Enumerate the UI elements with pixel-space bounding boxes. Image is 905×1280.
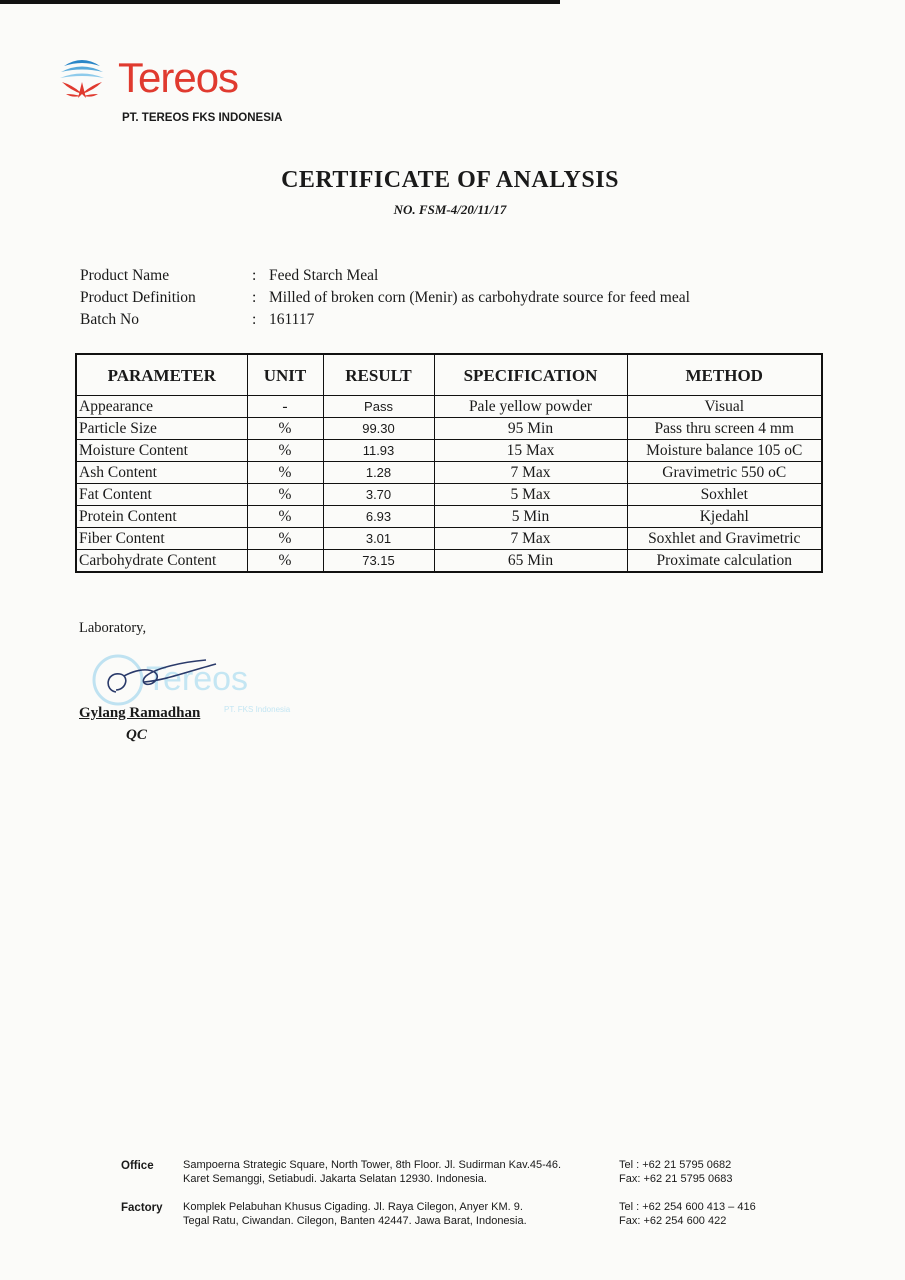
footer-office-tel: Tel : +62 21 5795 0682 [619,1159,732,1171]
table-row [76,528,822,550]
info-separator: : [252,267,257,284]
info-separator: : [252,289,257,306]
tereos-logo-icon [56,52,108,104]
info-label: Product Definition [80,289,196,306]
header-specification: SPECIFICATION [434,354,627,396]
cell-result: 3.01 [323,528,434,550]
cell-method: Kjedahl [627,506,822,528]
cell-unit: % [247,462,323,484]
cell-specification: 7 Max [434,462,627,484]
top-edge-bar [0,0,560,4]
cell-specification: 5 Min [434,506,627,528]
footer-factory-address-1: Komplek Pelabuhan Khusus Cigading. Jl. Raya Cilegon, Anyer KM. 9. [183,1201,523,1213]
cell-parameter: Moisture Content [76,440,247,462]
stamp-subtext: PT. FKS Indonesia [224,705,291,714]
footer-factory-tel: Tel : +62 254 600 413 – 416 [619,1201,756,1213]
cell-parameter: Protein Content [76,506,247,528]
table-row [76,462,822,484]
info-value: 161117 [269,311,315,328]
document-title: CERTIFICATE OF ANALYSIS [281,167,619,193]
cell-specification: 65 Min [434,550,627,573]
cell-parameter: Fiber Content [76,528,247,550]
cell-parameter: Carbohydrate Content [76,550,247,573]
cell-method: Pass thru screen 4 mm [627,418,822,440]
table-header-row [76,354,822,396]
cell-method: Soxhlet and Gravimetric [627,528,822,550]
table-row [76,506,822,528]
cell-parameter: Fat Content [76,484,247,506]
cell-method: Proximate calculation [627,550,822,573]
cell-method: Soxhlet [627,484,822,506]
cell-specification: 5 Max [434,484,627,506]
cell-unit: % [247,418,323,440]
table-row [76,396,822,418]
footer-office-label: Office [121,1160,154,1172]
cell-specification: 7 Max [434,528,627,550]
cell-result: 11.93 [323,440,434,462]
cell-result: Pass [323,396,434,418]
cell-method: Visual [627,396,822,418]
cell-unit: % [247,550,323,573]
cell-result: 73.15 [323,550,434,573]
cell-specification: 15 Max [434,440,627,462]
table-row [76,440,822,462]
cell-result: 99.30 [323,418,434,440]
header-result: RESULT [323,354,434,396]
table-row [76,550,822,573]
cell-specification: 95 Min [434,418,627,440]
table-row [76,484,822,506]
table-row [76,418,822,440]
footer-office-address-1: Sampoerna Strategic Square, North Tower, 8th Floor. Jl. Sudirman Kav.45-46. [183,1159,562,1171]
cell-method: Moisture balance 105 oC [627,440,822,462]
footer-factory-fax: Fax: +62 254 600 422 [619,1215,727,1227]
cell-parameter: Ash Content [76,462,247,484]
analysis-table [75,353,823,573]
stamp-text: Tereos [146,660,249,698]
certificate-number: NO. FSM-4/20/11/17 [393,202,507,217]
cell-unit: - [247,396,323,418]
info-label: Product Name [80,267,170,284]
header-unit: UNIT [247,354,323,396]
header-parameter: PARAMETER [76,354,247,396]
brand-name: Tereos [118,54,239,101]
footer-factory-label: Factory [121,1202,163,1214]
cell-parameter: Particle Size [76,418,247,440]
cell-specification: Pale yellow powder [434,396,627,418]
signer-name: Gylang Ramadhan [79,705,201,721]
signer-role: QC [126,727,147,743]
footer-office-address-2: Karet Semanggi, Setiabudi. Jakarta Selatan 12930. Indonesia. [183,1173,487,1185]
cell-parameter: Appearance [76,396,247,418]
footer-factory-address-2: Tegal Ratu, Ciwandan. Cilegon, Banten 42447. Jawa Barat, Indonesia. [183,1215,527,1227]
cell-unit: % [247,506,323,528]
info-value: Milled of broken corn (Menir) as carbohydrate source for feed meal [269,289,690,306]
laboratory-label: Laboratory, [79,620,147,636]
cell-result: 3.70 [323,484,434,506]
cell-result: 6.93 [323,506,434,528]
cell-unit: % [247,528,323,550]
info-separator: : [252,311,257,328]
info-label: Batch No [80,311,139,328]
cell-unit: % [247,440,323,462]
cell-method: Gravimetric 550 oC [627,462,822,484]
company-name: PT. TEREOS FKS INDONESIA [122,112,283,124]
info-value: Feed Starch Meal [269,267,379,284]
cell-unit: % [247,484,323,506]
header-method: METHOD [627,354,822,396]
cell-result: 1.28 [323,462,434,484]
footer-office-fax: Fax: +62 21 5795 0683 [619,1173,733,1185]
